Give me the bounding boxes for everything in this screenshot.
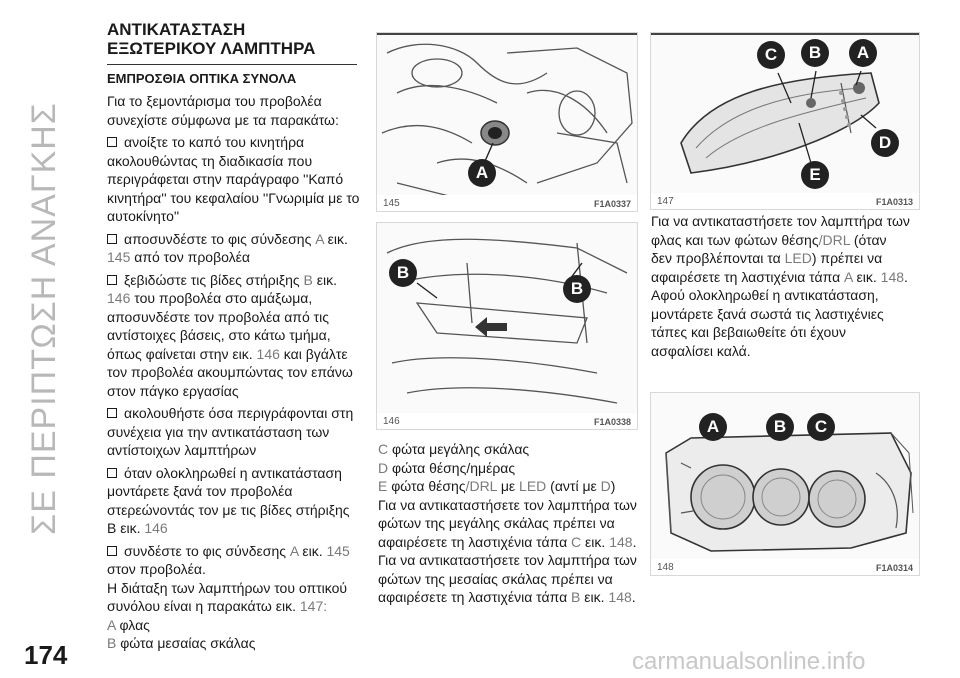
figure-top-rule — [377, 33, 637, 35]
checkbox-bullet-icon — [107, 137, 117, 147]
rubber-cap-b — [753, 469, 809, 525]
replacement-text-column — [651, 212, 911, 360]
low-beam-paragraph: Για να αντικαταστήσετε τον λαμπτήρα των φώτων της μεσαίας σκάλας πρέπει να αφαιρέσετε τη λαστιχένια τάπα B εικ. 148. — [378, 552, 637, 605]
page-number: 174 — [24, 640, 68, 670]
callout-label: C — [807, 413, 835, 441]
figure-145 — [376, 32, 638, 212]
step-item: ανοίξτε το καπό του κινητήρα ακολουθώντας τη διαδικασία που περιγράφεται στην παράγραφο ''Καπό κινητήρα'' του κεφαλαίου ''Γνωριμία με το αυτοκίνητο'' — [107, 134, 360, 224]
step-item: ξεβιδώστε τις βίδες στήριξης B εικ. 146 του προβολέα στο αμάξωμα, αποσυνδέστε τον προβολέα από τις αντίστοιχες βάσεις, στο κάτω τμήμα, όπως φαίνεται στην εικ. 146 και βγάλτε τον προβολέα ακουμπώντας τον επάνω στον πάγκο εργασίας — [107, 271, 353, 399]
checkbox-bullet-icon — [107, 234, 117, 244]
legend-list: C φώτα μεγάλης σκάλας D φώτα θέσης/ημέρας E φώτα θέσης/DRL με LED (αντί με D) — [378, 441, 616, 494]
figure-caption: 145 F1A0337 — [377, 195, 637, 211]
callout-label: A — [849, 39, 877, 67]
callout-label: A — [468, 159, 496, 187]
checkbox-bullet-icon — [107, 468, 117, 478]
intro-paragraph: Για το ξεμοντάρισμα του προβολέα συνεχίστε σύμφωνα με τα παρακάτω: — [107, 93, 339, 128]
title-divider — [107, 64, 357, 65]
figure-148 — [650, 392, 920, 576]
subsection-title: ΕΜΠΡΟΣΘΙΑ ΟΠΤΙΚΑ ΣΥΝΟΛΑ — [107, 71, 297, 86]
headlamp-mounting-illustration — [377, 223, 638, 430]
figure-caption: 148 F1A0314 — [651, 559, 919, 575]
layout-paragraph: Η διάταξη των λαμπτήρων του οπτικού συνόλου είναι η παρακάτω εικ. 147: A φλας B φώτα μεσαίας σκάλας — [107, 579, 348, 651]
checkbox-bullet-icon — [107, 408, 117, 418]
callout-label: E — [801, 161, 829, 189]
figure-caption: 146 F1A0338 — [377, 413, 637, 429]
figure-top-rule — [651, 33, 919, 35]
high-beam-paragraph: Για να αντικαταστήσετε τον λαμπτήρα των φώτων της μεγάλης σκάλας πρέπει να αφαιρέσετε τη λαστιχένια τάπα C εικ. 148. — [378, 496, 637, 550]
indicator-paragraph: Για να αντικαταστήσετε τον λαμπτήρα των φλας και των φώτων θέσης/DRL (όταν δεν προβλέπονται τα LED) πρέπει να αφαιρέσετε τη λαστιχένια τάπα A εικ. 148. — [651, 213, 910, 285]
step-item: αποσυνδέστε το φις σύνδεσης A εικ. 145 από τον προβολέα — [107, 230, 348, 265]
engine-bay-illustration — [377, 33, 638, 212]
watermark: carmanualsonline.info — [632, 648, 866, 675]
callout-label: C — [757, 41, 785, 69]
callout-label: B — [766, 413, 794, 441]
callout-label: A — [699, 413, 727, 441]
side-chapter-title: ΣΕ ΠΕΡΙΠΤΩΣΗ ΑΝΑΓΚΗΣ — [24, 101, 63, 535]
figure-legend-column — [378, 440, 638, 607]
rubber-cap-a — [691, 465, 755, 529]
callout-label: D — [871, 129, 899, 157]
figure-147 — [650, 32, 920, 210]
step-item: ακολουθήστε όσα περιγράφονται στη συνέχεια για την αντικατάσταση των αντίστοιχων λαμπτήρων — [107, 405, 354, 458]
checkbox-bullet-icon — [107, 546, 117, 556]
section-title: ΑΝΤΙΚΑΤΑΣΤΑΣΗ ΕΞΩΤΕΡΙΚΟΥ ΛΑΜΠΤΗΡΑ — [107, 20, 316, 58]
callout-label: B — [563, 275, 591, 303]
checkbox-bullet-icon — [107, 275, 117, 285]
callout-label: B — [801, 39, 829, 67]
refit-paragraph: Αφού ολοκληρωθεί η αντικατάσταση, μοντάρετε ξανά σωστά τις λαστιχένιες τάπες και βεβαιωθείτε ότι έχουν ασφαλίσει καλά. — [651, 287, 884, 359]
rubber-cap-c — [809, 471, 865, 527]
connector-part — [481, 121, 509, 145]
figure-caption: 147 F1A0313 — [651, 193, 919, 209]
headlamp-front-illustration — [651, 33, 920, 210]
step-item: όταν ολοκληρωθεί η αντικατάσταση μοντάρετε ξανά τον προβολέα στερεώνοντάς τον με τις βίδες στήριξης B εικ. 146 — [107, 464, 350, 536]
main-text-column — [107, 20, 362, 653]
callout-label: B — [389, 259, 417, 287]
step-item: συνδέστε το φις σύνδεσης A εικ. 145 στον προβολέα. — [107, 542, 350, 577]
figure-146 — [376, 222, 638, 430]
